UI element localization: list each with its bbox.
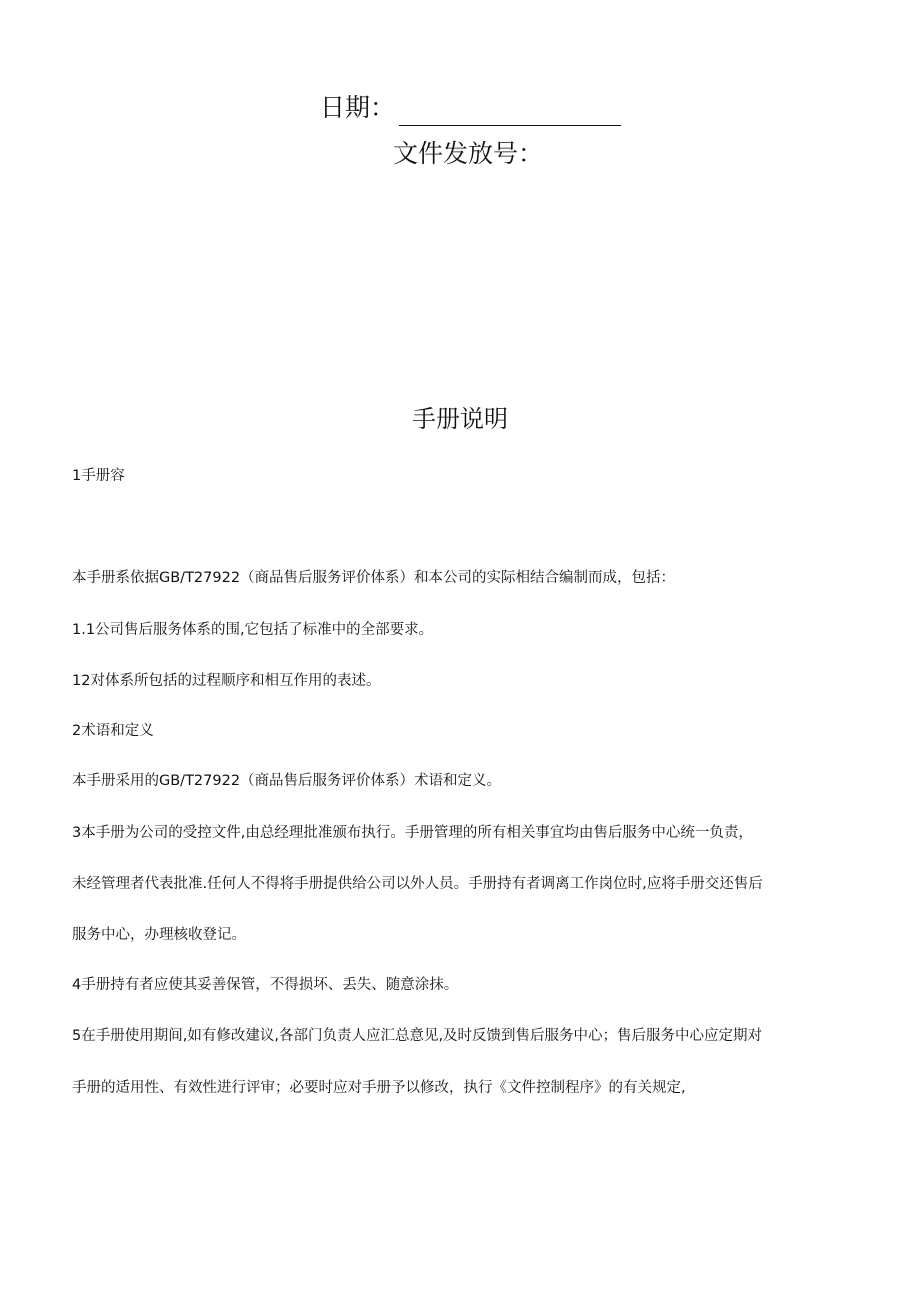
date-field <box>320 90 621 126</box>
document-number-label: 文件发放号： <box>393 139 544 168</box>
paragraph-5-line-1: 5在手册使用期间,如有修改建议,各部门负责人应汇总意见,及时反馈到售后服务中心；售后服务中心应定期对 <box>72 1028 763 1044</box>
paragraph-3-line-1: 3本手册为公司的受控文件,由总经理批准颁布执行。手册管理的所有相关事宜均由售后服务中心统一负责， <box>72 825 753 841</box>
date-blank-underline <box>399 97 621 126</box>
date-label: 日期： <box>320 93 396 122</box>
paragraph-1-2: 12对体系所包括的过程顺序和相互作用的表述。 <box>72 673 381 689</box>
paragraph-basis: 本手册系依据GB/T27922（商品售后服务评价体系）和本公司的实际相结合编制而成，包括： <box>72 570 676 586</box>
paragraph-terms: 本手册采用的GB/T27922（商品售后服务评价体系）术语和定义。 <box>72 773 502 789</box>
paragraph-1-1: 1.1公司售后服务体系的围,它包括了标准中的全部要求。 <box>72 622 434 638</box>
paragraph-3-line-2: 未经管理者代表批准.任何人不得将手册提供给公司以外人员。手册持有者调离工作岗位时,应将手册交还售后 <box>72 876 763 892</box>
paragraph-3-line-3: 服务中心，办理核收登记。 <box>72 927 246 943</box>
heading-manual-content: 1手册容 <box>72 468 125 484</box>
paragraph-4: 4手册持有者应使其妥善保管，不得损坏、丢失、随意涂抹。 <box>72 977 459 993</box>
paragraph-5-line-2: 手册的适用性、有效性进行评审；必要时应对手册予以修改，执行《文件控制程序》的有关规定, <box>72 1080 686 1096</box>
heading-terms: 2术语和定义 <box>72 723 154 739</box>
section-title: 手册说明 <box>412 405 508 433</box>
